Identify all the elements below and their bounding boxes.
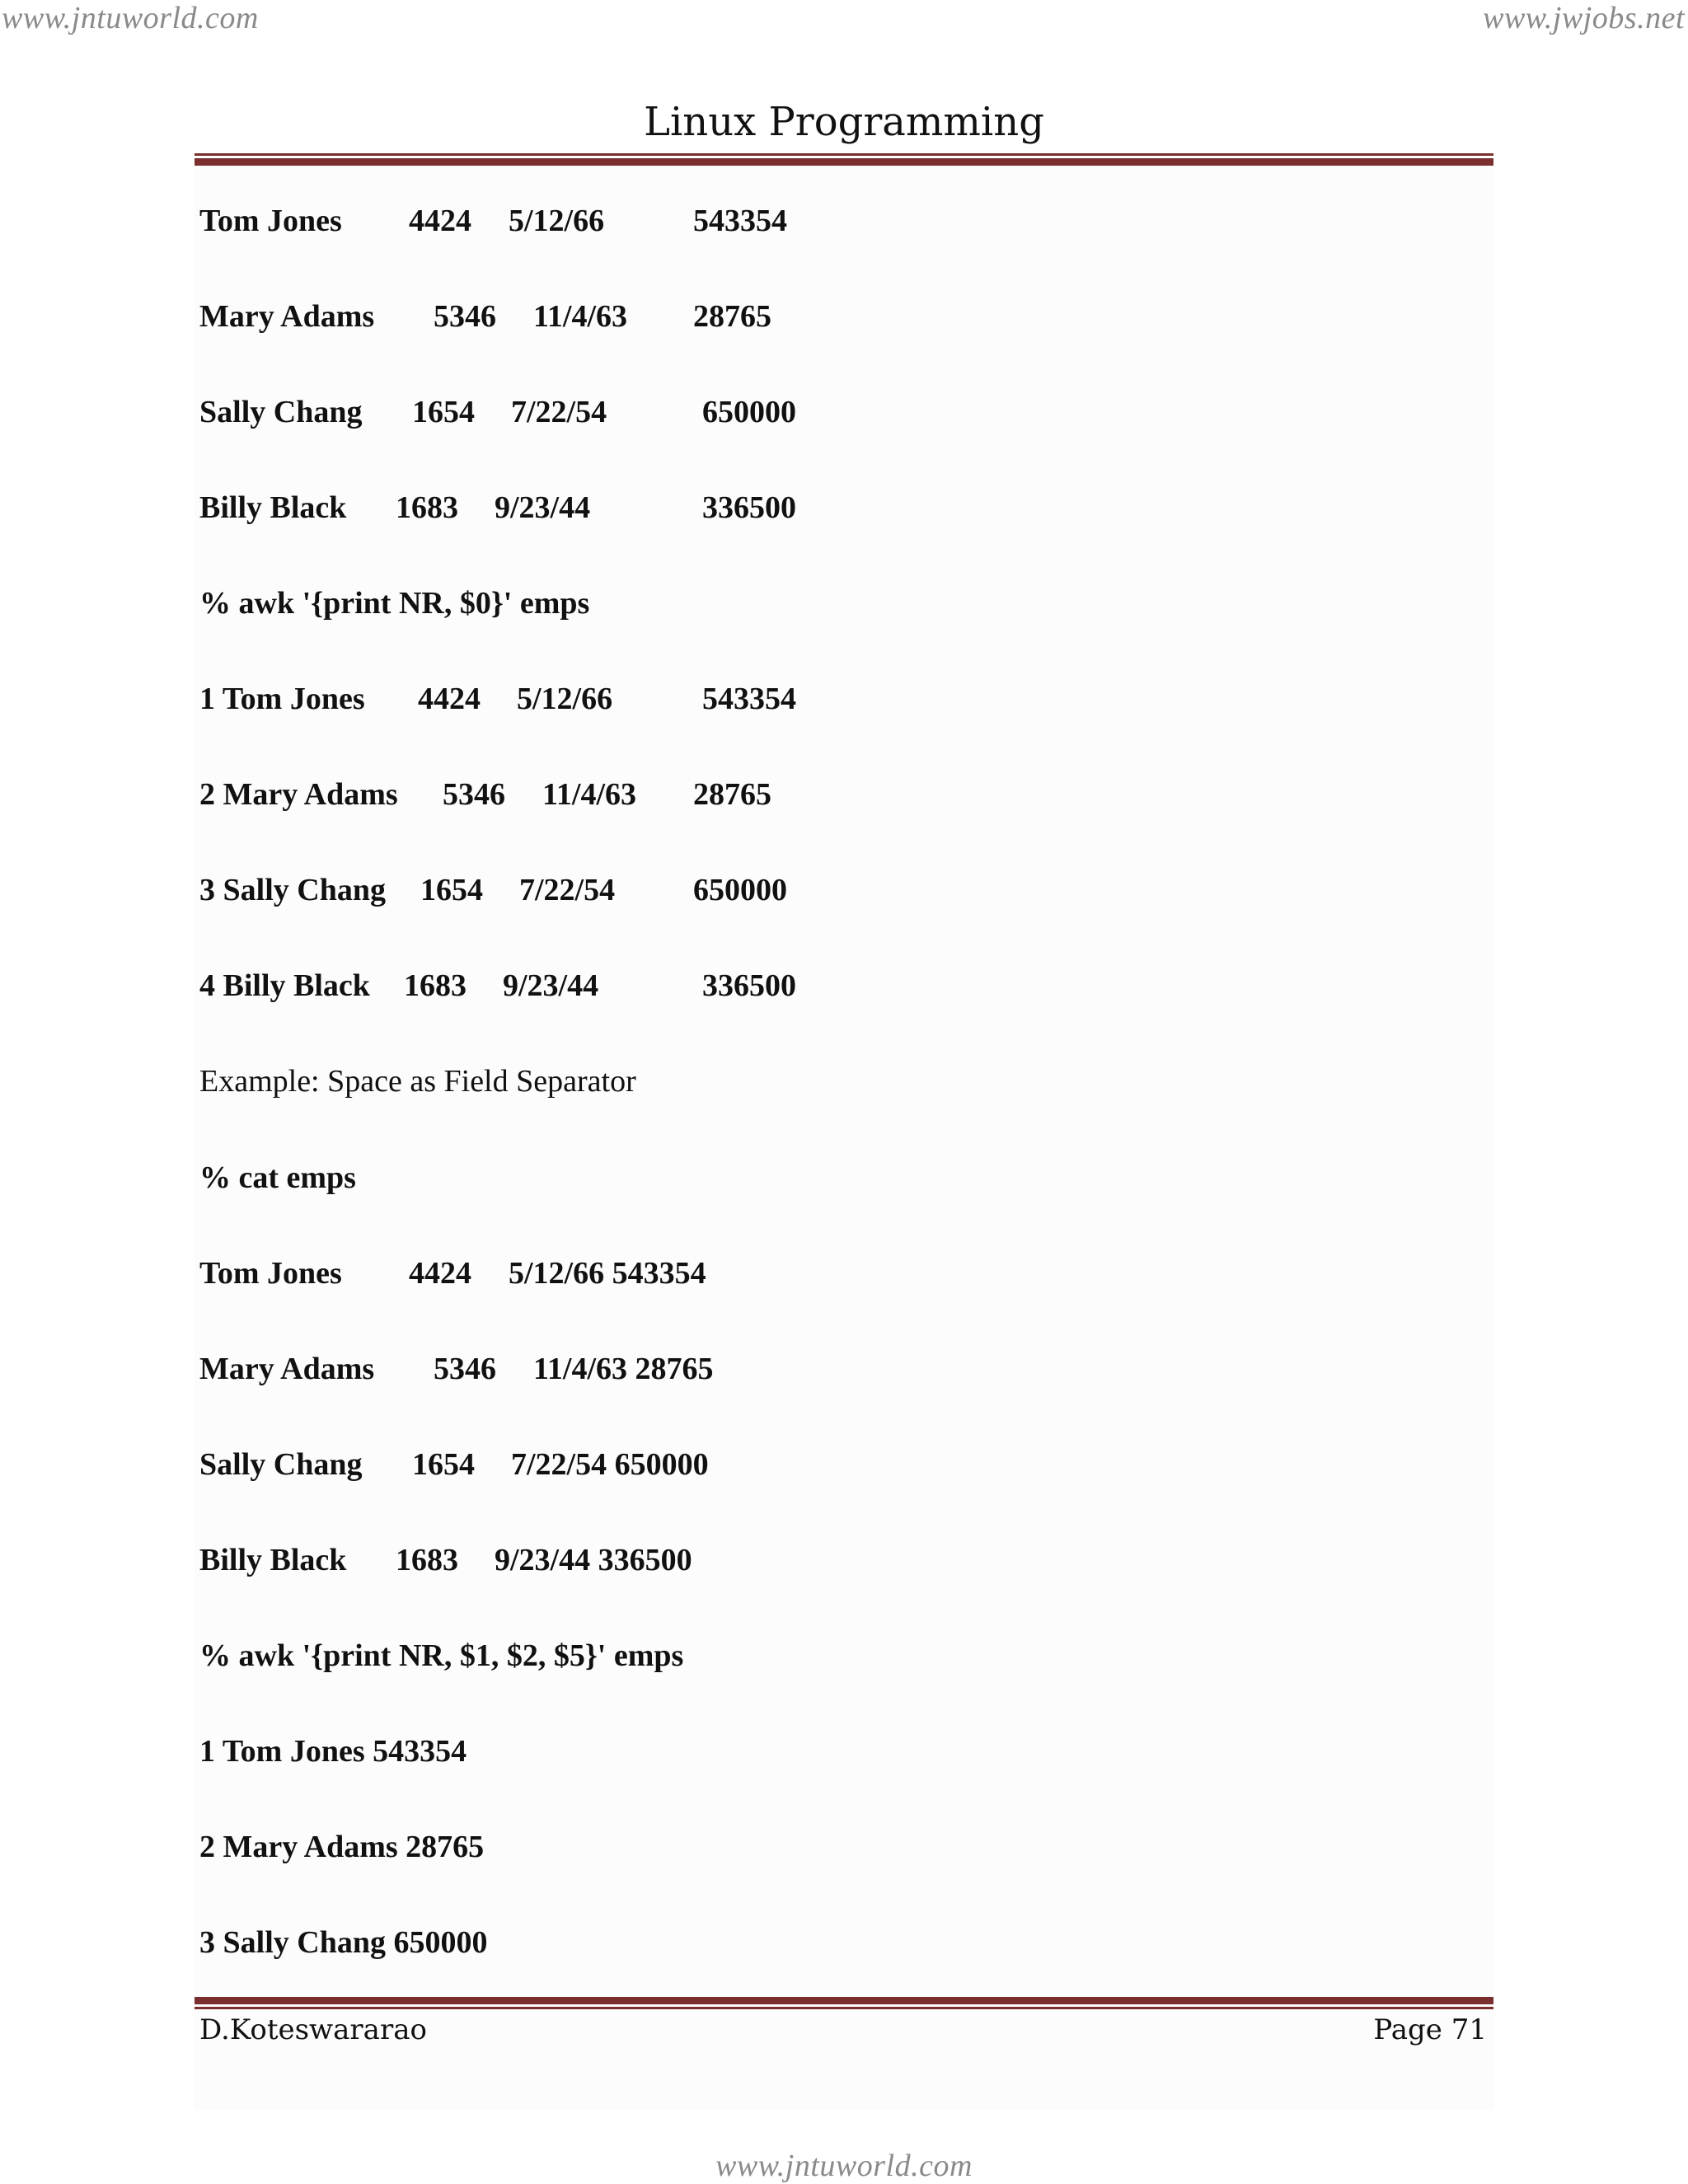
record-amount: 650000 [702, 395, 796, 429]
watermark-top-right: www.jwjobs.net [1483, 1, 1685, 35]
command-line: % awk '{print NR, $0}' emps [199, 586, 590, 621]
record-id: 5346 [443, 777, 505, 812]
record-date: 9/23/44 [495, 490, 591, 525]
record-id: 4424 [409, 1256, 471, 1291]
record-amount: 28765 [693, 299, 771, 334]
record-date: 11/4/63 [542, 777, 637, 812]
footer-author: D.Koteswararao [199, 2013, 427, 2046]
record-date: 9/23/44 [503, 968, 599, 1003]
record-id: 1683 [396, 490, 458, 525]
record-id: 1683 [404, 968, 467, 1003]
record-name: Sally Chang [199, 1447, 363, 1482]
record-amount: 336500 [702, 968, 796, 1003]
record-amount: 543354 [702, 682, 796, 716]
watermark-top-left: www.jntuworld.com [2, 1, 259, 35]
record-amount: 28765 [693, 777, 771, 812]
record-id: 5346 [434, 1352, 496, 1386]
record-id: 4424 [418, 682, 481, 716]
command-line: % awk '{print NR, $1, $2, $5}' emps [199, 1638, 684, 1673]
record-name: 3 Sally Chang [199, 873, 386, 907]
record-name: Tom Jones [199, 204, 342, 238]
content-area [195, 165, 1493, 2110]
page-number: Page 71 [1373, 2013, 1487, 2046]
record-date-amount: 11/4/63 28765 [533, 1352, 714, 1386]
record-date-amount: 7/22/54 650000 [511, 1447, 709, 1482]
record-date-amount: 9/23/44 336500 [495, 1543, 692, 1577]
command-line: % cat emps [199, 1160, 356, 1195]
watermark-bottom: www.jntuworld.com [715, 2149, 973, 2183]
header-rule [195, 153, 1493, 166]
record-name: Mary Adams [199, 1352, 375, 1386]
record-date: 5/12/66 [509, 204, 605, 238]
record-name: Billy Black [199, 1543, 347, 1577]
record-amount: 543354 [693, 204, 787, 238]
record-name: 4 Billy Black [199, 968, 370, 1003]
record-date: 7/22/54 [511, 395, 607, 429]
record-id: 1654 [420, 873, 483, 907]
record-id: 1654 [412, 1447, 475, 1482]
record-id: 5346 [434, 299, 496, 334]
record-name: Sally Chang [199, 395, 363, 429]
example-heading: Example: Space as Field Separator [199, 1064, 636, 1099]
output-line: 3 Sally Chang 650000 [199, 1925, 488, 1960]
record-date: 7/22/54 [519, 873, 616, 907]
record-id: 4424 [409, 204, 471, 238]
record-amount: 336500 [702, 490, 796, 525]
record-amount: 650000 [693, 873, 787, 907]
footer-rule [195, 1997, 1493, 2009]
record-name: Mary Adams [199, 299, 375, 334]
record-name: 1 Tom Jones [199, 682, 365, 716]
record-date: 11/4/63 [533, 299, 628, 334]
record-id: 1654 [412, 395, 475, 429]
page-header-title: Linux Programming [644, 99, 1044, 145]
record-date: 5/12/66 [517, 682, 613, 716]
output-line: 1 Tom Jones 543354 [199, 1734, 467, 1769]
record-date-amount: 5/12/66 543354 [509, 1256, 706, 1291]
output-line: 2 Mary Adams 28765 [199, 1830, 485, 1864]
record-name: 2 Mary Adams [199, 777, 398, 812]
record-name: Tom Jones [199, 1256, 342, 1291]
record-id: 1683 [396, 1543, 458, 1577]
record-name: Billy Black [199, 490, 347, 525]
